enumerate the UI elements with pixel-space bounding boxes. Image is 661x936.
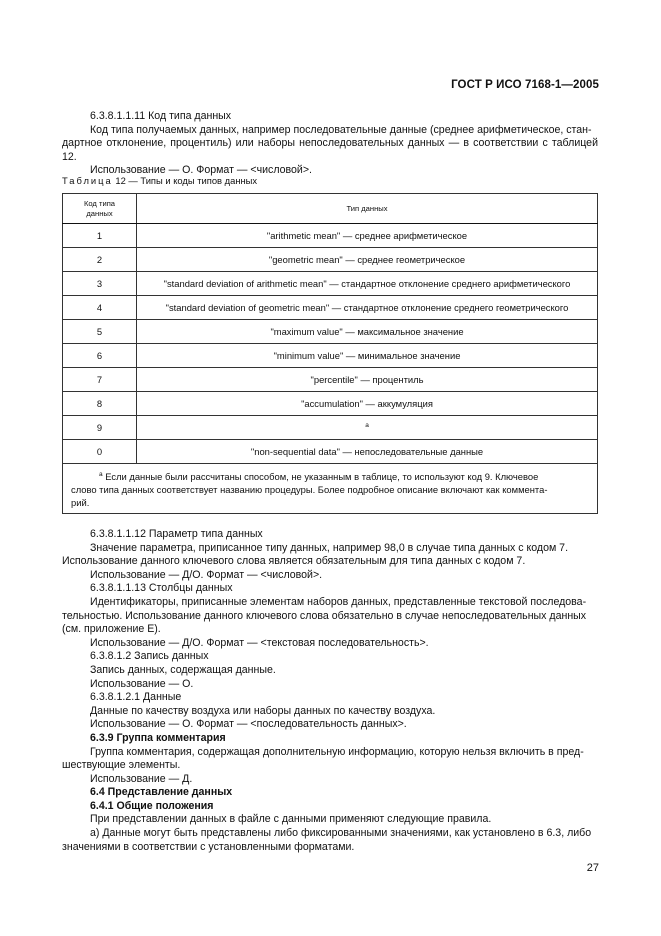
usage-line: Использование — Д/О. Формат — <числовой>. — [90, 568, 323, 581]
cell-type: "arithmetic mean" — среднее арифметическое — [137, 224, 598, 248]
paragraph-line: тельностью. Использование данного ключевого слова обязательно в случае непоследовательных данных — [62, 609, 587, 622]
section-heading: 6.3.9 Группа комментария — [90, 731, 226, 744]
section-heading: 6.4 Представление данных — [90, 786, 233, 799]
table-row — [63, 368, 598, 392]
section-heading: 6.3.8.1.2.1 Данные — [90, 691, 182, 704]
cell-type: "geometric mean" — среднее геометрическое — [137, 248, 598, 272]
section-heading: 6.3.8.1.1.12 Параметр типа данных — [90, 528, 263, 540]
footnote-reference: a — [365, 421, 369, 429]
cell-code: 8 — [63, 392, 137, 416]
table-row — [63, 272, 598, 296]
footnote-line: слово типа данных соответствует названию процедуры. Более подробное описание включают как коммента- — [71, 484, 548, 496]
usage-line: Использование — О. Формат — <числовой>. — [90, 164, 312, 177]
table-row — [63, 440, 598, 464]
paragraph-line: Данные по качеству воздуха или наборы данных по качеству воздуха. — [90, 704, 436, 717]
header-text: данных — [86, 208, 113, 218]
cell-type: "standard deviation of arithmetic mean" — стандартное отклонение среднего арифметического — [137, 272, 598, 296]
main-body-text — [62, 528, 598, 854]
cell-code: 2 — [63, 248, 137, 272]
section-heading: 6.3.8.1.1.11 Код типа данных — [90, 110, 232, 122]
header-text: Код типа — [83, 198, 116, 208]
table-row — [63, 416, 598, 440]
table-row — [63, 392, 598, 416]
paragraph-line: Запись данных, содержащая данные. — [90, 663, 276, 676]
section-heading: 6.3.8.1.2 Запись данных — [90, 650, 209, 663]
table-row — [63, 224, 598, 248]
paragraph-line: Код типа получаемых данных, например последовательные данные (среднее арифметическое, стан- — [90, 123, 592, 136]
table-caption — [62, 175, 257, 186]
cell-type: "accumulation" — аккумуляция — [137, 392, 598, 416]
paragraph-line: а) Данные могут быть представлены либо фиксированными значениями, как установлено в 6.3, либо — [90, 827, 592, 840]
paragraph-line: Идентификаторы, приписанные элементам наборов данных, представленные текстовой последова- — [90, 595, 587, 608]
table-caption-prefix: Таблица — [62, 175, 113, 186]
paragraph-line: При представлении данных в файле с данными применяют следующие правила. — [90, 813, 492, 826]
paragraph-line: Значение параметра, приписанное типу данных, например 98,0 в случае типа данных с кодом 7. — [90, 541, 569, 554]
table-header-row — [63, 194, 598, 224]
usage-line: Использование — Д/О. Формат — <текстовая последовательность>. — [90, 636, 429, 649]
footnote-line: рий. — [71, 497, 90, 509]
paragraph-line: Группа комментария, содержащая дополнительную информацию, которую нельзя включить в пред- — [90, 745, 584, 758]
cell-type: "maximum value" — максимальное значение — [137, 320, 598, 344]
table-caption-title: 12 — Типы и коды типов данных — [112, 175, 258, 186]
table-row — [63, 248, 598, 272]
cell-type: "standard deviation of geometric mean" — стандартное отклонение среднего геометрического — [137, 296, 598, 320]
footnote-mark: a — [99, 471, 103, 478]
cell-code: 7 — [63, 368, 137, 392]
usage-line: Использование — О. — [90, 677, 194, 690]
paragraph-line: дартное отклонение, процентиль) или наборы непоследовательных данных — в соответствии с таблицей 12. — [62, 137, 598, 163]
section-6-3-8-1-1-11 — [62, 110, 598, 178]
data-types-table — [62, 193, 598, 514]
paragraph-line: Использование данного ключевого слова является обязательным для типа данных с кодом 7. — [62, 555, 526, 568]
cell-type: "percentile" — процентиль — [137, 368, 598, 392]
usage-line: Использование — О. Формат — <последовательность данных>. — [90, 718, 407, 731]
document-header: ГОСТ Р ИСО 7168-1—2005 — [451, 79, 599, 91]
footnote-line — [71, 468, 589, 483]
table-row — [63, 320, 598, 344]
table-footnote — [63, 464, 598, 514]
table-footnote-row — [63, 464, 598, 514]
column-header-code — [63, 194, 137, 224]
table-row — [63, 344, 598, 368]
paragraph-line: шествующие элементы. — [62, 759, 181, 772]
paragraph-line: значениями в соответствии с установленными форматами. — [62, 840, 355, 853]
page-number: 27 — [586, 862, 599, 874]
cell-code: 4 — [63, 296, 137, 320]
cell-code: 0 — [63, 440, 137, 464]
footnote-text: Если данные были рассчитаны способом, не указанным в таблице, то используют код 9. Ключевое — [102, 471, 539, 483]
cell-type — [137, 416, 598, 440]
paragraph-line: (см. приложение Е). — [62, 623, 161, 636]
cell-code: 1 — [63, 224, 137, 248]
table-row — [63, 296, 598, 320]
cell-type: "minimum value" — минимальное значение — [137, 344, 598, 368]
section-heading: 6.4.1 Общие положения — [90, 799, 214, 812]
column-header-type: Тип данных — [137, 194, 598, 224]
cell-code: 9 — [63, 416, 137, 440]
cell-code: 5 — [63, 320, 137, 344]
cell-code: 3 — [63, 272, 137, 296]
cell-code: 6 — [63, 344, 137, 368]
usage-line: Использование — Д. — [90, 772, 193, 785]
section-heading: 6.3.8.1.1.13 Столбцы данных — [90, 582, 233, 595]
cell-type: "non-sequential data" — непоследовательные данные — [137, 440, 598, 464]
